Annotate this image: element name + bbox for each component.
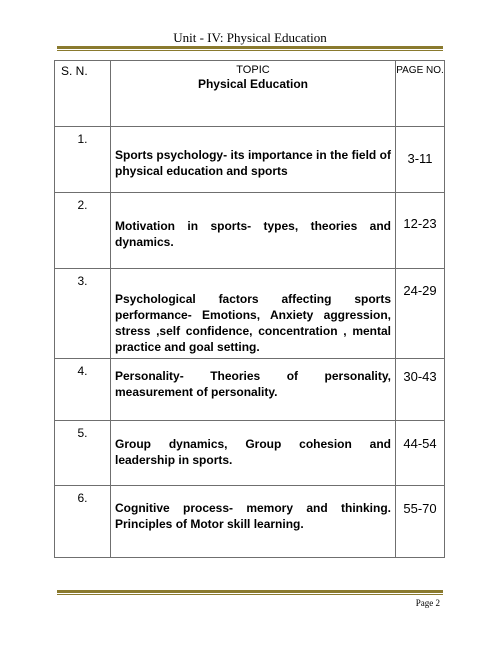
row-page: 12-23 [403,216,437,231]
topic-label: TOPIC [236,64,270,76]
table-row [55,269,445,359]
row-topic: Cognitive process- memory and thinking. Principles of Motor skill learning. [115,501,391,531]
table-row [55,127,445,193]
topic-subject: Physical Education [197,77,309,91]
row-page: 30-43 [403,369,437,384]
column-header-page: PAGE NO. [396,61,445,127]
row-page: 3-11 [407,151,433,166]
table-row [55,359,445,421]
row-page: 44-54 [403,436,437,451]
row-topic: Psychological factors affecting sports performance- Emotions, Anxiety aggression, stress ,self confidence, concentration , mental practice and goal setting. [115,292,391,354]
table-header-row [55,61,445,127]
row-number: 4. [77,364,88,378]
row-topic: Sports psychology- its importance in the field of physical education and sports [115,148,391,178]
row-number: 3. [77,274,88,288]
row-topic: Group dynamics, Group cohesion and leadership in sports. [115,437,391,467]
row-number: 1. [77,132,88,146]
row-number: 6. [77,491,88,505]
table-row [55,421,445,486]
contents-table [54,60,445,558]
column-header-topic [111,61,396,127]
row-topic: Personality- Theories of personality, measurement of personality. [115,369,391,399]
row-number: 2. [77,198,88,212]
header-rule [57,46,443,51]
page-header-title: Unit - IV: Physical Education [173,30,327,45]
table-row [55,193,445,269]
row-page: 24-29 [403,283,437,298]
row-page: 55-70 [403,501,437,516]
table-row [55,486,445,558]
row-topic: Motivation in sports- types, theories and dynamics. [115,219,391,249]
footer-rule [57,590,443,595]
page-number: Page 2 [415,598,440,608]
row-number: 5. [77,426,88,440]
column-header-sn: S. N. [55,61,111,127]
